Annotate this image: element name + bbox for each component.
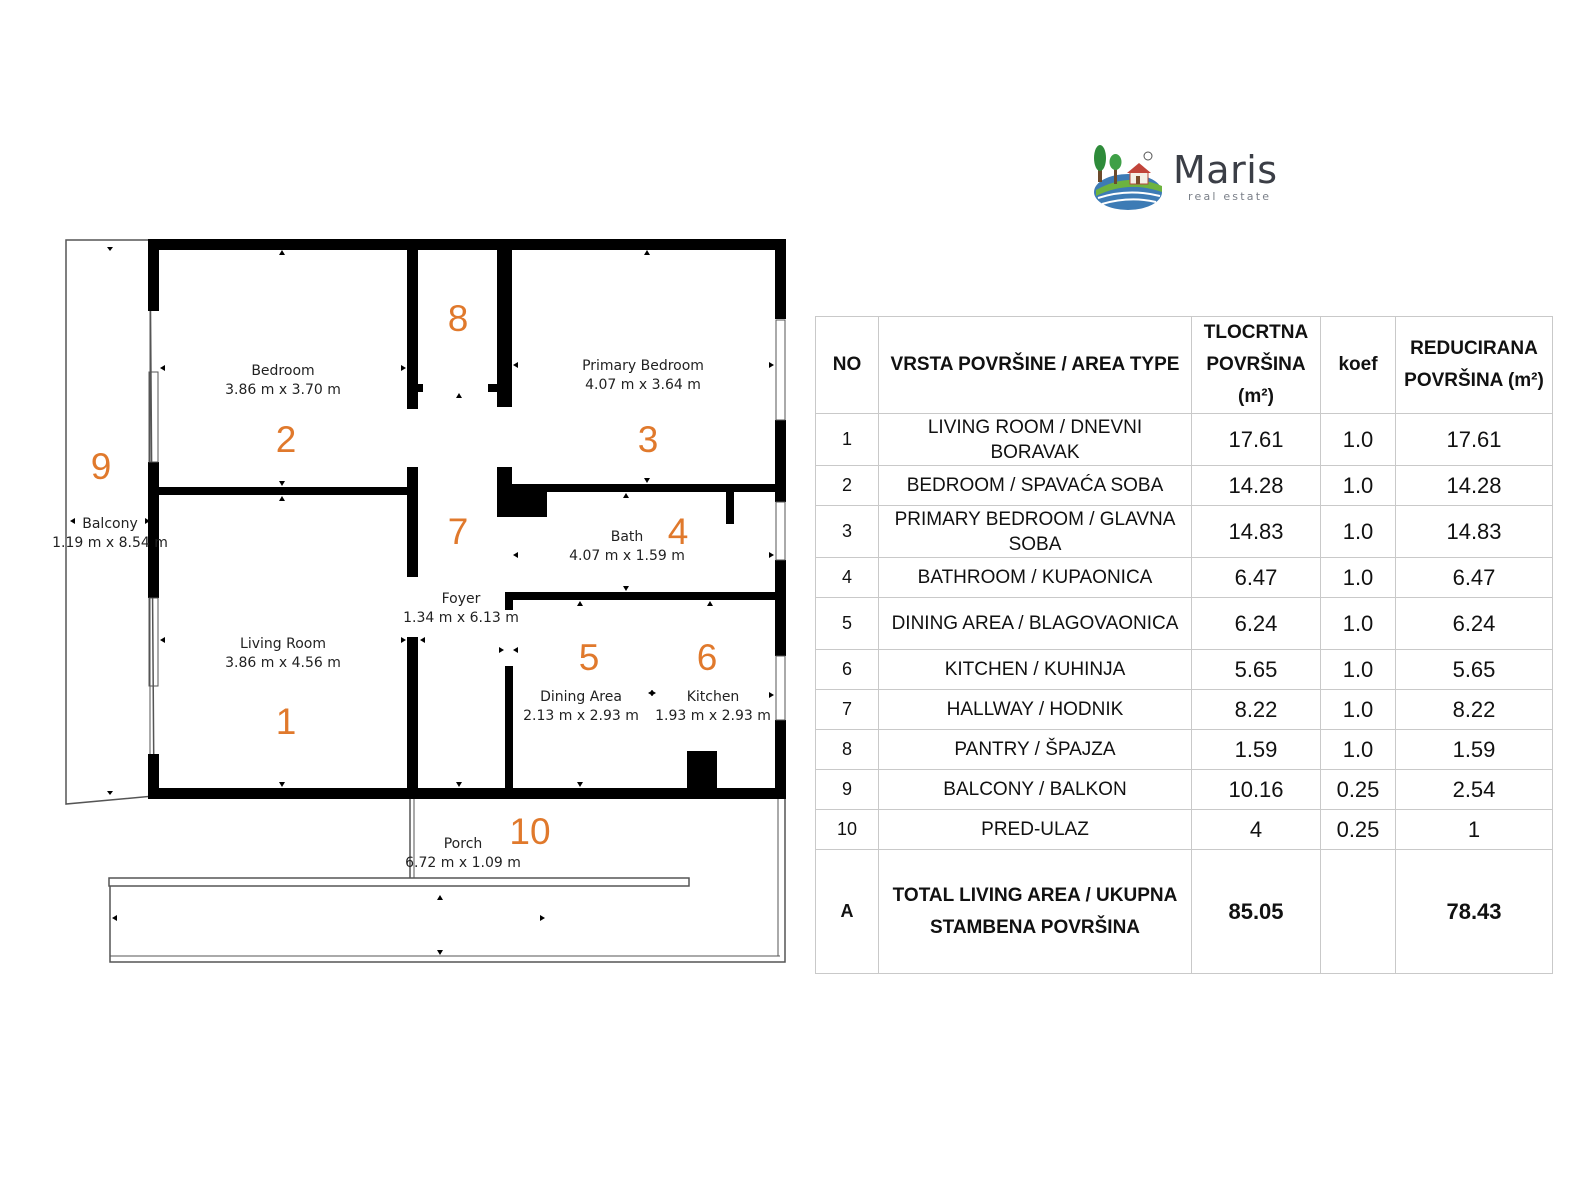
cell-koef: 1.0: [1321, 466, 1396, 506]
cell-no: 1: [816, 414, 879, 466]
room-name: Bath: [610, 529, 644, 545]
cell-koef: 0.25: [1321, 810, 1396, 850]
cell-reduced: 14.83: [1396, 506, 1553, 558]
room-name: Balcony: [82, 516, 138, 532]
table-header-row: [816, 317, 1553, 414]
area-table: [815, 316, 1553, 974]
room-number: 2: [275, 419, 297, 460]
cell-floor: 14.83: [1192, 506, 1321, 558]
cell-reduced: 1: [1396, 810, 1553, 850]
cell-koef: 0.25: [1321, 770, 1396, 810]
room-label-kitchen: [655, 688, 771, 726]
cell-no: 2: [816, 466, 879, 506]
cell-reduced: 8.22: [1396, 690, 1553, 730]
cell-floor: 4: [1192, 810, 1321, 850]
room-number: 3: [637, 419, 659, 460]
room-number: 1: [275, 701, 297, 742]
cell-koef: 1.0: [1321, 598, 1396, 650]
room-name: Porch: [443, 836, 483, 852]
room-name: Foyer: [441, 591, 481, 607]
cell-koef: 1.0: [1321, 730, 1396, 770]
cell-type: HALLWAY / HODNIK: [879, 690, 1192, 730]
room-dims: 4.07 m x 1.59 m: [569, 548, 685, 564]
room-dims: 6.72 m x 1.09 m: [405, 855, 521, 871]
cell-koef: [1321, 850, 1396, 974]
table-row: [816, 810, 1553, 850]
header-reduced-area: REDUCIRANA POVRŠINA (m²): [1396, 317, 1553, 414]
cell-type: KITCHEN / KUHINJA: [879, 650, 1192, 690]
floor-plan-drawing: [0, 0, 800, 1000]
logo-tagline: real estate: [1188, 190, 1272, 203]
cell-koef: 1.0: [1321, 690, 1396, 730]
cell-type: LIVING ROOM / DNEVNI BORAVAK: [879, 414, 1192, 466]
room-name: Primary Bedroom: [582, 358, 704, 374]
room-label-living-room: [225, 635, 341, 673]
cell-floor: 14.28: [1192, 466, 1321, 506]
room-dims: 4.07 m x 3.64 m: [585, 377, 701, 393]
room-number: 7: [447, 511, 469, 552]
cell-reduced: 1.59: [1396, 730, 1553, 770]
room-number: 6: [696, 637, 718, 678]
table-total-row: [816, 850, 1553, 974]
room-name: Kitchen: [686, 689, 740, 705]
cell-reduced: 14.28: [1396, 466, 1553, 506]
cell-reduced: 5.65: [1396, 650, 1553, 690]
cell-reduced: 78.43: [1396, 850, 1553, 974]
cell-type: BATHROOM / KUPAONICA: [879, 558, 1192, 598]
cell-no: 5: [816, 598, 879, 650]
logo-emblem-icon: [1090, 142, 1170, 214]
room-number: 4: [667, 511, 689, 552]
cell-reduced: 17.61: [1396, 414, 1553, 466]
cell-floor: 6.47: [1192, 558, 1321, 598]
room-dims: 2.13 m x 2.93 m: [523, 708, 639, 724]
cell-no: 6: [816, 650, 879, 690]
cell-floor: 8.22: [1192, 690, 1321, 730]
cell-reduced: 2.54: [1396, 770, 1553, 810]
cell-floor: 1.59: [1192, 730, 1321, 770]
cell-no: 3: [816, 506, 879, 558]
table-row: [816, 650, 1553, 690]
cell-type: PRIMARY BEDROOM / GLAVNA SOBA: [879, 506, 1192, 558]
cell-type: BALCONY / BALKON: [879, 770, 1192, 810]
cell-type: PRED-ULAZ: [879, 810, 1192, 850]
porch-outline: [110, 798, 785, 962]
cell-koef: 1.0: [1321, 414, 1396, 466]
cell-type: PANTRY / ŠPAJZA: [879, 730, 1192, 770]
cell-no: A: [816, 850, 879, 974]
table-row: [816, 466, 1553, 506]
room-label-bedroom: [225, 362, 341, 400]
room-number: 8: [447, 298, 469, 339]
table-row: [816, 414, 1553, 466]
logo-name: Maris: [1173, 148, 1278, 192]
room-label-primary-bedroom: [582, 357, 704, 395]
table-row: [816, 730, 1553, 770]
cell-type: DINING AREA / BLAGOVAONICA: [879, 598, 1192, 650]
table-row: [816, 558, 1553, 598]
room-name: Dining Area: [540, 689, 622, 705]
room-label-balcony: [52, 515, 168, 553]
room-number: 5: [578, 637, 600, 678]
cell-koef: 1.0: [1321, 650, 1396, 690]
header-no: NO: [816, 317, 879, 414]
header-floor-area: TLOCRTNA POVRŠINA (m²): [1192, 317, 1321, 414]
room-dims: 3.86 m x 3.70 m: [225, 382, 341, 398]
cell-floor: 10.16: [1192, 770, 1321, 810]
room-name: Living Room: [240, 636, 326, 652]
cell-koef: 1.0: [1321, 506, 1396, 558]
cell-floor: 6.24: [1192, 598, 1321, 650]
cell-koef: 1.0: [1321, 558, 1396, 598]
cell-floor: 85.05: [1192, 850, 1321, 974]
room-dims: 3.86 m x 4.56 m: [225, 655, 341, 671]
room-dims: 1.19 m x 8.54 m: [52, 535, 168, 551]
floor-plan: [0, 0, 800, 1000]
room-dims: 1.93 m x 2.93 m: [655, 708, 771, 724]
header-koef: koef: [1321, 317, 1396, 414]
room-number: 10: [509, 811, 551, 852]
header-area-type: VRSTA POVRŠINE / AREA TYPE: [879, 317, 1192, 414]
maris-logo: [1090, 142, 1300, 214]
cell-type: BEDROOM / SPAVAĆA SOBA: [879, 466, 1192, 506]
cell-no: 4: [816, 558, 879, 598]
cell-floor: 17.61: [1192, 414, 1321, 466]
room-label-foyer: [403, 590, 519, 628]
table-row: [816, 598, 1553, 650]
room-number: 9: [90, 446, 112, 487]
table-row: [816, 690, 1553, 730]
room-label-dining-area: [523, 688, 639, 726]
room-dims: 1.34 m x 6.13 m: [403, 610, 519, 626]
cell-reduced: 6.24: [1396, 598, 1553, 650]
cell-no: 7: [816, 690, 879, 730]
porch-step: [109, 878, 689, 886]
cell-reduced: 6.47: [1396, 558, 1553, 598]
cell-no: 9: [816, 770, 879, 810]
table-row: [816, 770, 1553, 810]
cell-no: 10: [816, 810, 879, 850]
cell-no: 8: [816, 730, 879, 770]
cell-floor: 5.65: [1192, 650, 1321, 690]
cell-type: TOTAL LIVING AREA / UKUPNA STAMBENA POVRŠINA: [879, 850, 1192, 974]
room-name: Bedroom: [251, 363, 315, 379]
room-label-porch: [405, 835, 521, 873]
table-row: [816, 506, 1553, 558]
